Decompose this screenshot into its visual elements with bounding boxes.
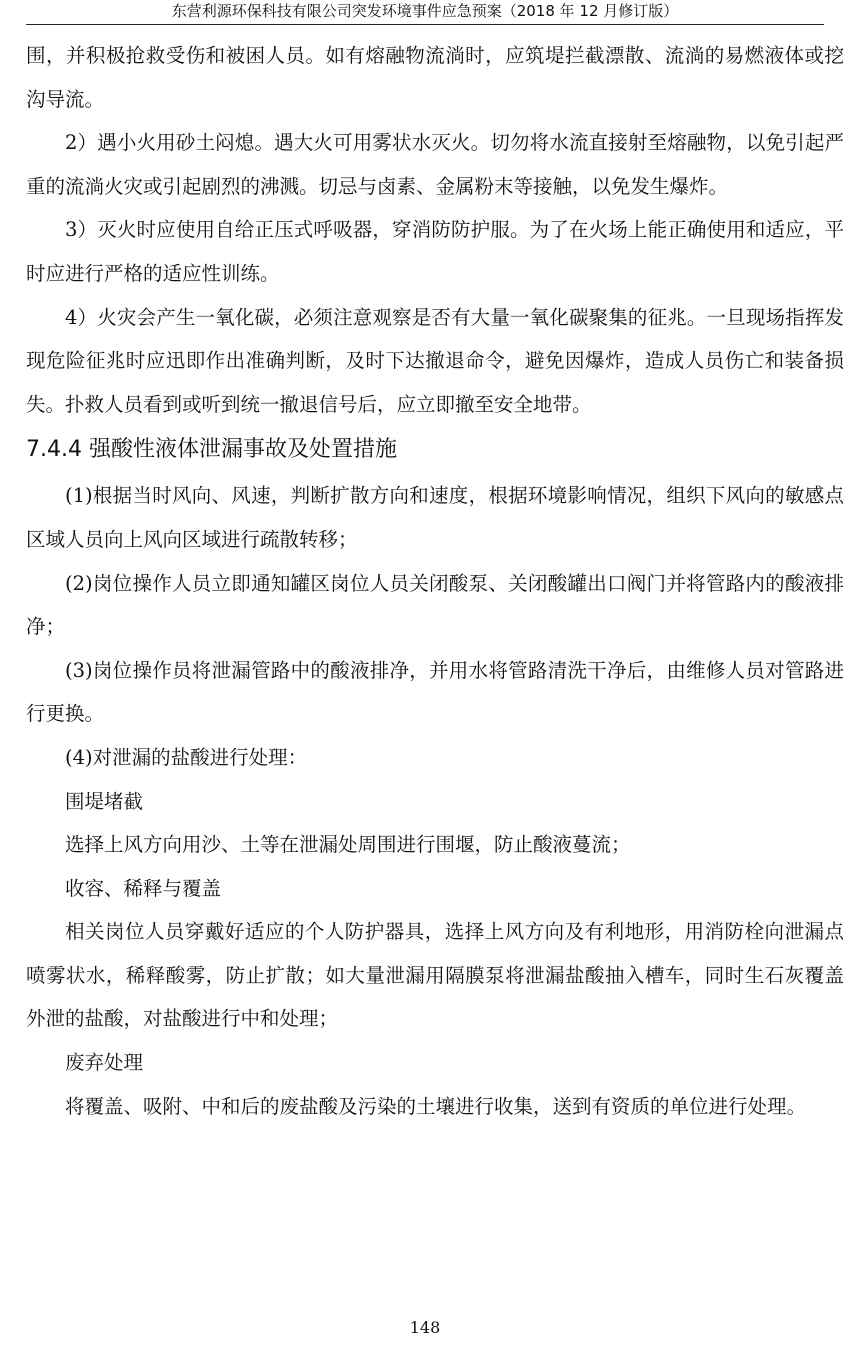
paragraph-containment: 相关岗位人员穿戴好适应的个人防护器具，选择上风方向及有利地形，用消防栓向泄漏点喷雾状水，稀释酸雾，防止扩散；如大量泄漏用隔膜泵将泄漏盐酸抽入槽车，同时生石灰覆盖外泄的盐酸，对盐酸进行中和处理； [26, 920, 844, 1031]
section-heading: 7.4.4 强酸性液体泄漏事故及处置措施 [26, 437, 397, 463]
paragraph-step-2: (2)岗位操作人员立即通知罐区岗位人员关闭酸泵、关闭酸罐出口阀门并将管路内的酸液排净； [26, 571, 844, 639]
subheading-dike: 围堤堵截 [65, 789, 144, 813]
running-header: 东营利源环保科技有限公司突发环境事件应急预案（2018 年 12 月修订版） [26, 0, 824, 25]
paragraph-carbon-monoxide: 4）火灾会产生一氧化碳，必须注意观察是否有大量一氧化碳聚集的征兆。一旦现场指挥发现危险征兆时应迅即作出准确判断，及时下达撤退命令，避免因爆炸，造成人员伤亡和装备损失。扑救人员看到或听到统一撤退信号后，应立即撤至安全地带。 [26, 305, 844, 416]
paragraph-dike: 选择上风方向用沙、土等在泄漏处周围进行围堰，防止酸液蔓流； [65, 833, 631, 857]
paragraph-disposal: 将覆盖、吸附、中和后的废盐酸及污染的土壤进行收集，送到有资质的单位进行处理。 [65, 1094, 807, 1118]
paragraph-step-4: (4)对泄漏的盐酸进行处理： [65, 745, 308, 769]
paragraph-breathing-apparatus: 3）灭火时应使用自给正压式呼吸器，穿消防防护服。为了在火场上能正确使用和适应，平时应进行严格的适应性训练。 [26, 218, 844, 285]
paragraph-step-3: (3)岗位操作员将泄漏管路中的酸液排净，并用水将管路清洗干净后，由维修人员对管路进行更换。 [26, 658, 844, 726]
subheading-containment: 收容、稀释与覆盖 [65, 876, 222, 900]
document-body [26, 34, 844, 1128]
paragraph-continued: 围，并积极抢救受伤和被困人员。如有熔融物流淌时，应筑堤拦截漂散、流淌的易燃液体或挖沟导流。 [26, 44, 844, 111]
subheading-disposal: 废弃处理 [65, 1051, 144, 1075]
paragraph-step-1: (1)根据当时风向、风速，判断扩散方向和速度，根据环境影响情况，组织下风向的敏感点区域人员向上风向区域进行疏散转移； [26, 484, 844, 551]
page-number: 148 [409, 1318, 441, 1337]
paragraph-small-fire: 2）遇小火用砂土闷熄。遇大火可用雾状水灭火。切勿将水流直接射至熔融物，以免引起严重的流淌火灾或引起剧烈的沸溅。切忌与卤素、金属粉末等接触，以免发生爆炸。 [26, 131, 844, 198]
